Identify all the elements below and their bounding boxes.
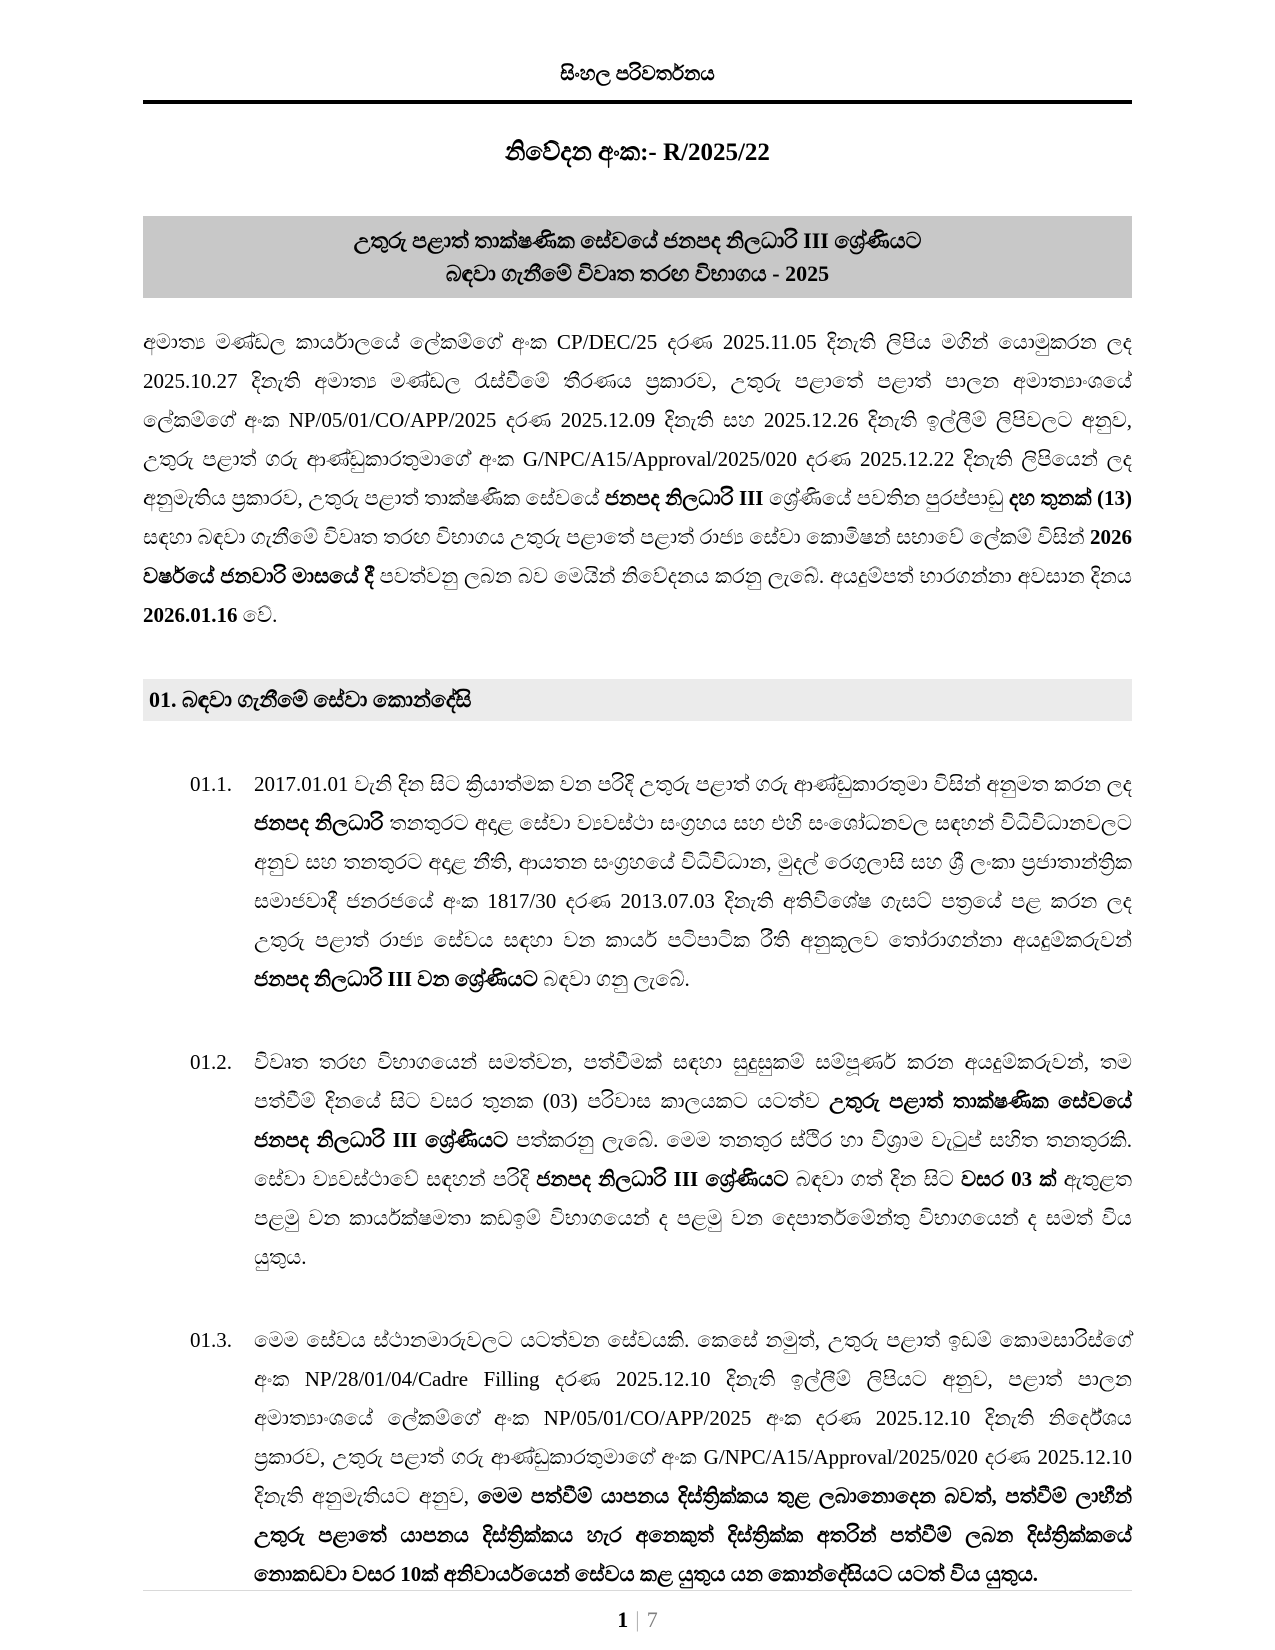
- text-run: වේ.: [237, 603, 278, 627]
- text-run: ජනපද නිලධාරි III: [604, 486, 764, 510]
- text-run: මෙම සේවය ස්ථානමාරුවලට යටත්වන සේවයකි. කෙසේ නමුත්, උතුරු පළාත් ඉඩම් කොමසාරිස්ගේ අංක NP/28/01/04/Cadre Filling දරණ 2025.12.10 දිනැති ඉල්ලීම් ලිපියට අනුව, පළාත් පාලන අමාත්‍යාංශයේ ලේකම්ගේ අංක NP/05/01/CO/APP/2025 අංක දරණ 2025.12.10 දිනැති නිර්දේශය ප්‍රකාරව, උතුරු පළාත් ගරු ආණ්ඩුකාරතුමාගේ අංක G/NPC/A15/Approval/2025/020 දරණ 2025.12.10 දිනැති අනුමැතියට අනුව,: [254, 1328, 1132, 1508]
- text-run: 2026.01.16: [143, 603, 238, 627]
- text-run: මෙම පත්වීම් යාපනය දිස්ත්‍රික්කය තුළ ලබානොදෙන බවත්, පත්වීම් ලාභීන් උතුරු පළාතේ යාපනය දිස්ත්‍රික්කය හැර අනෙකුත් දිස්ත්‍රික්ක අතරින් පත්වීම් ලබන දිස්ත්‍රික්කයේ නොකඩවා වසර 10ක් අනිවාර්යයෙන් සේවය කළ යුතුය යන කොන්දේසියට යටත් විය යුතුය.: [254, 1484, 1133, 1586]
- text-run: විවෘත තරඟ විභාගයෙන් සමත්වන, පත්වීමක් සඳහා සුදුසුකම් සම්පූර්ණ කරන අයදුම්කරුවන්, තම පත්වීම් දිනයේ සිට වසර තුනක (03) පරිවාස කාලයකට යටත්ව: [254, 1050, 1132, 1113]
- document-language-label: සිංහල පරිවර්තනය: [560, 63, 715, 85]
- title-line-2: බඳවා ගැනීමේ විවෘත තරඟ විභාගය - 2025: [445, 261, 830, 286]
- text-run: දහ තුනක් (13): [1009, 486, 1132, 510]
- text-run: බඳවා ගනු ලැබේ.: [537, 967, 690, 991]
- item-text: [254, 1321, 1132, 1594]
- text-run: ශ්‍රේණියේ පවතින පුරප්පාඩු: [763, 486, 1009, 510]
- item-text: [254, 765, 1132, 999]
- page-footer: [143, 1590, 1132, 1633]
- item-number: 01.2.: [190, 1050, 232, 1074]
- text-run: ජනපද නිලධාරි III ශ්‍රේණියට: [536, 1167, 789, 1191]
- page-separator: |: [635, 1607, 640, 1632]
- text-run: උතුරු පළාත් තාක්ෂණික සේවයේ ජනපද නිලධාරි III ශ්‍රේණියට: [254, 1089, 1132, 1152]
- text-run: සඳහා බඳවා ගැනීමේ විවෘත තරඟ විභාගය උතුරු පළාතේ පළාත් රාජ්‍ය සේවා කොමිෂන් සභාවේ ලේකම් විසින්: [143, 525, 1090, 549]
- title-box: [143, 216, 1132, 298]
- title-line-1: උතුරු පළාත් තාක්ෂණික සේවයේ ජනපද නිලධාරි III ශ්‍රේණියට: [353, 228, 922, 253]
- list-item: [143, 765, 1132, 999]
- text-run: බඳවා ගත් දින සිට: [788, 1167, 962, 1191]
- list-item: [143, 1321, 1132, 1594]
- item-text: [254, 1043, 1132, 1277]
- text-run: පවත්වනු ලබන බව මෙයින් නිවේදනය කරනු ලැබේ. අයදුම්පත් භාරගන්නා අවසාන දිනය: [373, 564, 1132, 588]
- text-run: අමාත්‍ය මණ්ඩල කාර්යාලයේ ලේකම්ගේ අංක CP/DEC/25 දරණ 2025.11.05 දිනැති ලිපිය මගින් යොමුකරන ලද 2025.10.27 දිනැති අමාත්‍ය මණ්ඩල රැස්වීමේ තීරණය ප්‍රකාරව, උතුරු පළාතේ පළාත් පාලන අමාත්‍යාංශයේ ලේකම්ගේ අංක NP/05/01/CO/APP/2025 දරණ 2025.12.09 දිනැති සහ 2025.12.26 දිනැති ඉල්ලීම් ලිපිවලට අනුව, උතුරු පළාත් ගරු ආණ්ඩුකාරතුමාගේ අංක G/NPC/A15/Approval/2025/020 දරණ 2025.12.22 දිනැති ලිපියෙන් ලද අනුමැතිය ප්‍රකාරව, උතුරු පළාත් තාක්ෂණික සේවයේ: [143, 330, 1132, 510]
- current-page-number: 1: [617, 1607, 629, 1632]
- text-run: 2026 වර්ෂයේ ජනවාරි මාසයේ දී: [143, 525, 1132, 588]
- section-heading: 01. බඳවා ගැනීමේ සේවා කොන්දේසි: [143, 679, 1132, 721]
- text-run: ඇතුළත පළමු වන කාර්යක්ෂමතා කඩඉම් විභාගයෙන් ද පළමු වන දෙපාර්තමේන්තු විභාගයෙන් ද සමත් විය යුතුය.: [254, 1167, 1133, 1269]
- text-run: පත්කරනු ලැබේ. මෙම තනතුර ස්ථිර හා විශ්‍රාම වැටුප් සහිත තනතුරකි. සේවා ව්‍යවස්ථාවේ සඳහන් පරිදි: [254, 1128, 1132, 1191]
- text-run: ජනපද නිලධාරි: [254, 811, 384, 835]
- intro-paragraph: [143, 323, 1132, 635]
- item-number: 01.1.: [190, 772, 232, 796]
- list-item: [143, 1043, 1132, 1277]
- header-rule: [143, 100, 1132, 104]
- text-run: තනතුරට අදාළ සේවා ව්‍යවස්ථා සංග්‍රහය සහ එහි සංශෝධනවල සඳහන් විධිවිධානවලට අනුව සහ තනතුරට අදාළ නීති, ආයතන සංග්‍රහයේ විධිවිධාන, මුදල් රෙගුලාසි සහ ශ්‍රී ලංකා ප්‍රජාතාන්ත්‍රික සමාජවාදී ජනරජයේ අංක 1817/30 දරණ 2013.07.03 දිනැති අතිවිශේෂ ගැසට් පත්‍රයේ පළ කරන ලද උතුරු පළාත් රාජ්‍ය සේවය සඳහා වන කාර්ය පටිපාටික රීති අනුකූලව තෝරාගන්නා අයදුම්කරුවන්: [254, 811, 1132, 952]
- text-run: වසර 03 ක්: [961, 1167, 1057, 1191]
- text-run: ජනපද නිලධාරි III වන ශ්‍රේණියට: [254, 967, 538, 991]
- item-number: 01.3.: [190, 1328, 232, 1352]
- total-pages: 7: [646, 1607, 658, 1632]
- text-run: 2017.01.01 වැනි දින සිට ක්‍රියාත්මක වන පරිදි උතුරු පළාත් ගරු ආණ්ඩුකාරතුමා විසින් අනුමත කරන ලද: [254, 772, 1132, 796]
- document-content: [143, 0, 1132, 1594]
- notice-number: නිවේදන අංක:- R/2025/22: [505, 139, 770, 166]
